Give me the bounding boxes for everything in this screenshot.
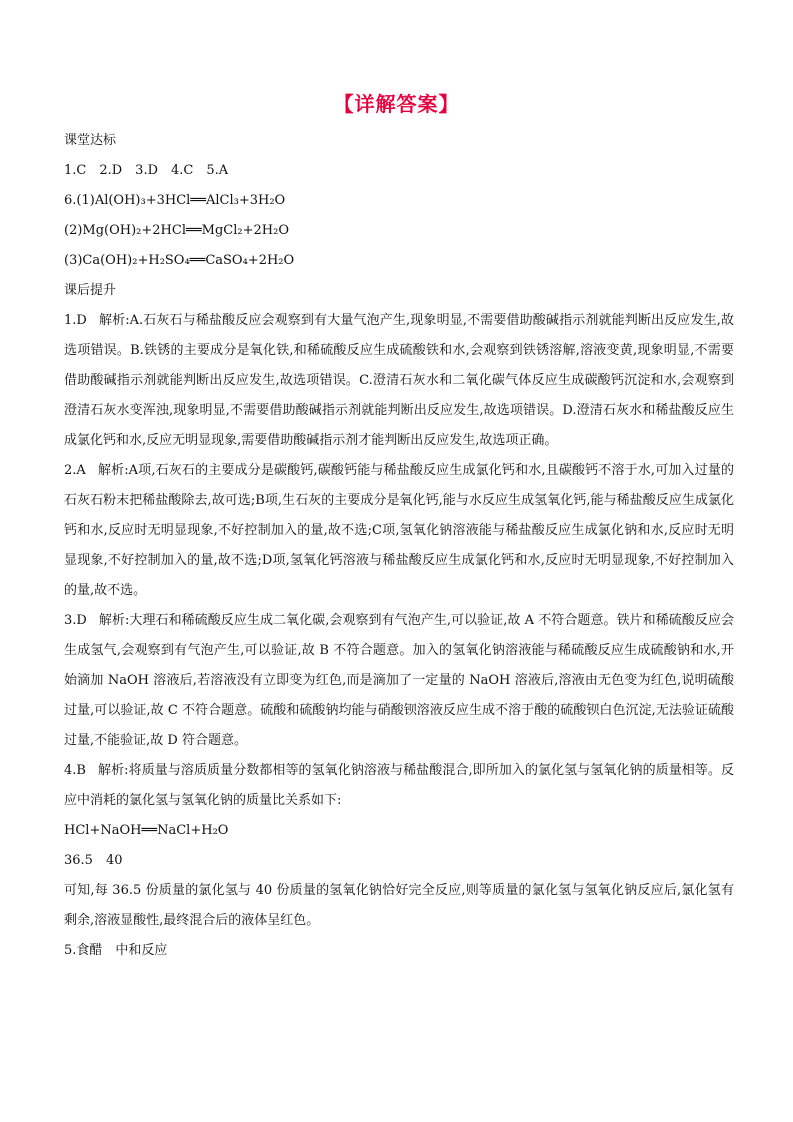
explanation-4 <box>64 756 734 816</box>
choice-answers: 1.C 2.D 3.D 4.C 5.A <box>64 163 229 178</box>
explanation-1 <box>64 306 734 456</box>
explanation-number: 4.B <box>64 763 86 778</box>
explanation-3 <box>64 606 734 756</box>
explanation-text: 解析:A项,石灰石的主要成分是碳酸钙,碳酸钙能与稀盐酸反应生成氯化钙和水,且碳酸钙不溶于水,可加入过量的石灰石粉末把稀盐酸除去,故可选;B项,生石灰的主要成分是氧化钙,能与水反应生成氢氧化钙,能与稀盐酸反应生成氯化钙和水,反应时无明显现象,不好控制加入的量,故不选;C项,氢氧化钠溶液能与稀盐酸反应生成氯化钠和水,反应时无明显现象,不好控制加入的量,故不选;D项,氢氧化钙溶液与稀盐酸反应生成氯化钙和水,反应时无明显现象,不好控制加入的量,故不选。 <box>64 463 734 598</box>
q6-part3: (3)Ca(OH)₂+H₂SO₄══CaSO₄+2H₂O <box>64 253 295 268</box>
section-heading-after-class: 课后提升 <box>64 283 117 298</box>
q6-part2: (2)Mg(OH)₂+2HCl══MgCl₂+2H₂O <box>64 223 289 238</box>
answer-content <box>64 126 734 966</box>
q6-part1: 6.(1)Al(OH)₃+3HCl══AlCl₃+3H₂O <box>64 193 286 208</box>
explanation-number: 2.A <box>64 463 86 478</box>
explanation-text: 解析:将质量与溶质质量分数都相等的氢氧化钠溶液与稀盐酸混合,即所加入的氯化氢与氢氧化钠的质量相等。反应中消耗的氯化氢与氢氧化钠的质量比关系如下: <box>64 763 734 808</box>
explanation-2 <box>64 456 734 606</box>
explanation-number: 3.D <box>64 613 87 628</box>
reaction-equation: HCl+NaOH══NaCl+H₂O <box>64 823 229 838</box>
conclusion-text: 可知,每 36.5 份质量的氯化氢与 40 份质量的氢氧化钠恰好完全反应,则等质量的氯化氢与氢氧化钠反应后,氯化氢有剩余,溶液显酸性,最终混合后的液体呈红色。 <box>64 883 734 928</box>
section-heading-class: 课堂达标 <box>64 133 117 148</box>
explanation-number: 1.D <box>64 313 87 328</box>
mass-ratio: 36.5 40 <box>64 853 123 868</box>
explanation-text: 解析:A.石灰石与稀盐酸反应会观察到有大量气泡产生,现象明显,不需要借助酸碱指示剂就能判断出反应发生,故选项错误。B.铁锈的主要成分是氧化铁,和稀硫酸反应生成硫酸铁和水,会观察到铁锈溶解,溶液变黄,现象明显,不需要借助酸碱指示剂就能判断出反应发生,故选项错误。C.澄清石灰水和二氧化碳气体反应生成碳酸钙沉淀和水,会观察到澄清石灰水变浑浊,现象明显,不需要借助酸碱指示剂就能判断出反应发生,故选项错误。D.澄清石灰水和稀盐酸反应生成氯化钙和水,反应无明显现象,需要借助酸碱指示剂才能判断出反应发生,故选项正确。 <box>64 313 734 448</box>
page-title: 【详解答案】 <box>333 92 460 116</box>
explanation-text: 解析:大理石和稀硫酸反应生成二氧化碳,会观察到有气泡产生,可以验证,故 A 不符合题意。铁片和稀硫酸反应会生成氢气,会观察到有气泡产生,可以验证,故 B 不符合题意。加入的氢氧化钠溶液能与稀硫酸反应生成硫酸钠和水,开始滴加 NaOH 溶液后,若溶液没有立即变为红色,而是滴加了一定量的 NaOH 溶液后,溶液由无色变为红色,说明硫酸过量,可以验证,故 C 不符合题意。硫酸和硫酸钠均能与硝酸钡溶液反应生成不溶于酸的硫酸钡白色沉淀,无法验证硫酸过量,不能验证,故 D 符合题意。 <box>64 613 734 748</box>
q5-answer: 5.食醋 中和反应 <box>64 943 168 958</box>
